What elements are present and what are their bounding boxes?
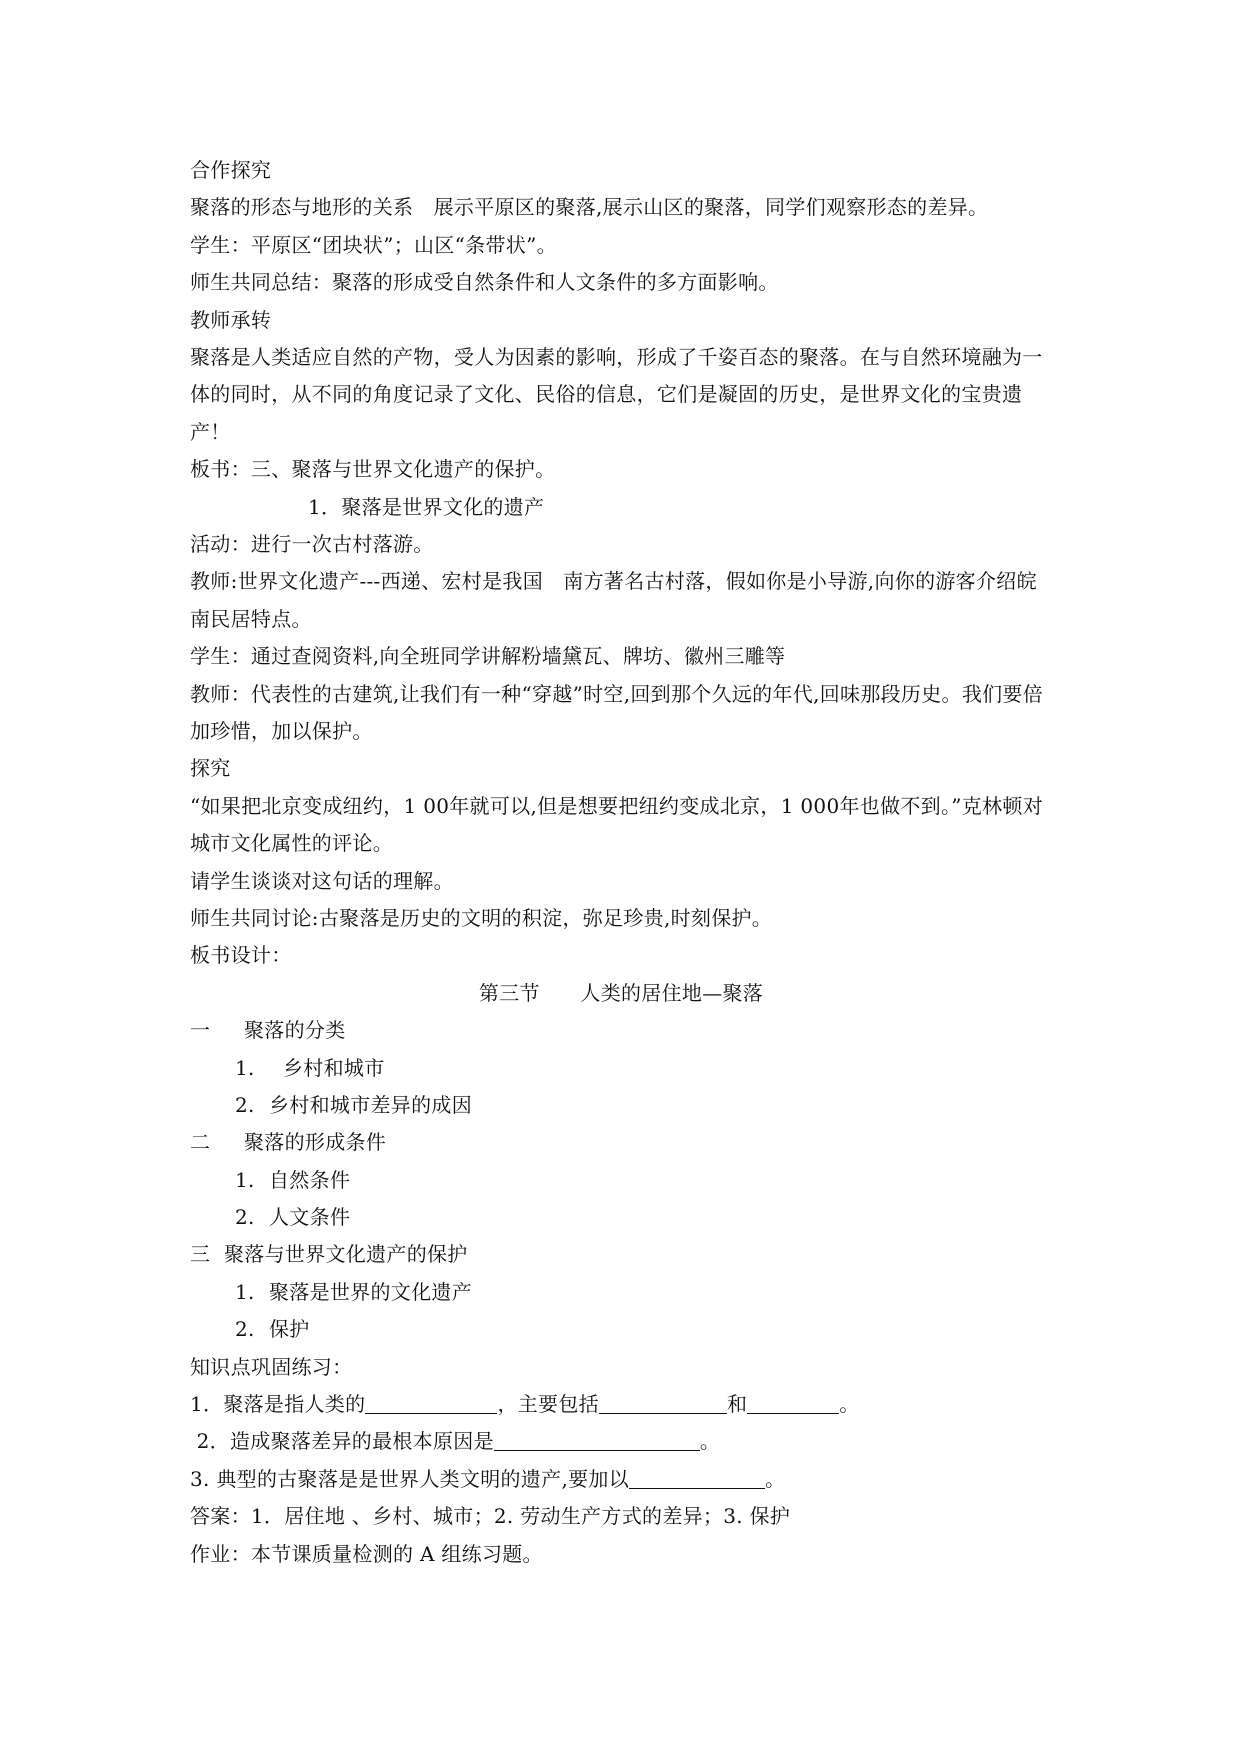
paragraph-settlement-heritage: 聚落是人类适应自然的产物，受人为因素的影响，形成了千姿百态的聚落。在与自然环境融为一体的同时，从不同的角度记录了文化、民俗的信息，它们是凝固的历史，是世界文化的宝贵遗产！ bbox=[190, 344, 1043, 444]
paragraph-student-answer: 学生：平原区“团块状”；山区“条带状”。 bbox=[190, 232, 557, 257]
exercise-text: 1．聚落是指人类的 bbox=[190, 1392, 366, 1417]
fill-in-blank[interactable] bbox=[747, 1391, 839, 1414]
fill-in-blank[interactable] bbox=[365, 1391, 497, 1414]
exercise-answers: 答案：1．居住地 、乡村、城市；2. 劳动生产方式的差异；3. 保护 bbox=[190, 1504, 791, 1529]
paragraph-teacher-architecture: 教师：代表性的古建筑,让我们有一种“穿越”时空,回到那个久远的年代,回味那段历史。我们要倍加珍惜，加以保护。 bbox=[190, 681, 1044, 743]
board-item-number: 1. bbox=[235, 1167, 255, 1192]
board-title: 第三节 人类的居住地—聚落 bbox=[478, 980, 764, 1005]
board-item-label: 聚落是世界的文化遗产 bbox=[269, 1279, 472, 1304]
board-item-number: 1. bbox=[235, 1055, 255, 1080]
paragraph-student-research: 学生：通过查阅资料,向全班同学讲解粉墙黛瓦、牌坊、徽州三雕等 bbox=[190, 644, 786, 669]
exercise-text: 。 bbox=[839, 1392, 860, 1417]
paragraph-summary: 师生共同总结：聚落的形成受自然条件和人文条件的多方面影响。 bbox=[190, 270, 779, 295]
board-item-label: 人文条件 bbox=[269, 1205, 351, 1230]
board-item-number: 2. bbox=[235, 1205, 255, 1230]
board-section-3-item-2 bbox=[190, 1311, 1052, 1348]
heading-inquiry: 探究 bbox=[190, 756, 231, 781]
paragraph-discuss-prompt: 请学生谈谈对这句话的理解。 bbox=[190, 868, 454, 893]
exercise-text: 2．造成聚落差异的最根本原因是 bbox=[190, 1429, 494, 1454]
fill-in-blank[interactable] bbox=[629, 1466, 765, 1489]
board-section-label: 聚落的分类 bbox=[244, 1018, 346, 1043]
heading-cooperative-inquiry: 合作探究 bbox=[190, 158, 272, 182]
document-body bbox=[190, 152, 1052, 1573]
board-section-1-item-1 bbox=[190, 1050, 1052, 1087]
exercise-question-1 bbox=[190, 1386, 1052, 1423]
board-section-label: 聚落的形成条件 bbox=[244, 1130, 387, 1155]
paragraph-settlement-terrain: 聚落的形态与地形的关系 展示平原区的聚落,展示山区的聚落，同学们观察形态的差异。 bbox=[190, 195, 989, 220]
board-section-number: 一 bbox=[190, 1018, 211, 1043]
paragraph-teacher-heritage: 教师:世界文化遗产---西递、宏村是我国 南方著名古村落，假如你是小导游,向你的游客介绍皖南民居特点。 bbox=[190, 569, 1037, 631]
exercise-text: 。 bbox=[765, 1466, 786, 1491]
paragraph-board-three: 板书：三、聚落与世界文化遗产的保护。 bbox=[190, 457, 556, 482]
homework-line: 作业：本节课质量检测的 A 组练习题。 bbox=[190, 1541, 543, 1566]
paragraph-activity: 活动：进行一次古村落游。 bbox=[190, 531, 434, 556]
board-item-number: 2. bbox=[235, 1317, 255, 1342]
board-section-2 bbox=[190, 1124, 1052, 1161]
exercise-text: 和 bbox=[726, 1392, 748, 1417]
paragraph-quote: “如果把北京变成纽约，1 00年就可以,但是想要把纽约变成北京，1 000年也做不到。”克林顿对城市文化属性的评论。 bbox=[190, 793, 1043, 856]
fill-in-blank[interactable] bbox=[494, 1428, 700, 1451]
paragraph-board-point-1: 1．聚落是世界文化的遗产 bbox=[308, 494, 545, 519]
board-item-label: 乡村和城市差异的成因 bbox=[269, 1092, 472, 1117]
exercise-text: ，主要包括 bbox=[497, 1392, 599, 1417]
board-section-3 bbox=[190, 1236, 1052, 1273]
board-section-1-item-2 bbox=[190, 1087, 1052, 1124]
board-section-number: 二 bbox=[190, 1130, 211, 1155]
exercise-question-3 bbox=[190, 1461, 1052, 1498]
board-item-label: 自然条件 bbox=[269, 1167, 351, 1192]
heading-teacher-transition: 教师承转 bbox=[190, 307, 272, 332]
board-section-number: 三 bbox=[190, 1242, 211, 1267]
fill-in-blank[interactable] bbox=[599, 1391, 727, 1414]
heading-board-design: 板书设计： bbox=[190, 943, 292, 968]
exercise-text: 3. 典型的古聚落是是世界人类文明的遗产,要加以 bbox=[190, 1466, 629, 1491]
board-section-label: 聚落与世界文化遗产的保护 bbox=[224, 1242, 468, 1267]
board-item-label: 乡村和城市 bbox=[283, 1055, 385, 1080]
board-section-2-item-1 bbox=[190, 1162, 1052, 1199]
exercise-question-2 bbox=[190, 1423, 1052, 1460]
board-item-label: 保护 bbox=[269, 1317, 310, 1342]
board-item-number: 2. bbox=[235, 1092, 255, 1117]
board-item-number: 1. bbox=[235, 1279, 255, 1304]
board-section-2-item-2 bbox=[190, 1199, 1052, 1236]
paragraph-discussion: 师生共同讨论:古聚落是历史的文明的积淀，弥足珍贵,时刻保护。 bbox=[190, 905, 773, 930]
board-section-1 bbox=[190, 1012, 1052, 1049]
exercise-text: 。 bbox=[699, 1429, 721, 1454]
exercises-heading: 知识点巩固练习： bbox=[190, 1354, 353, 1379]
board-section-3-item-1 bbox=[190, 1274, 1052, 1311]
